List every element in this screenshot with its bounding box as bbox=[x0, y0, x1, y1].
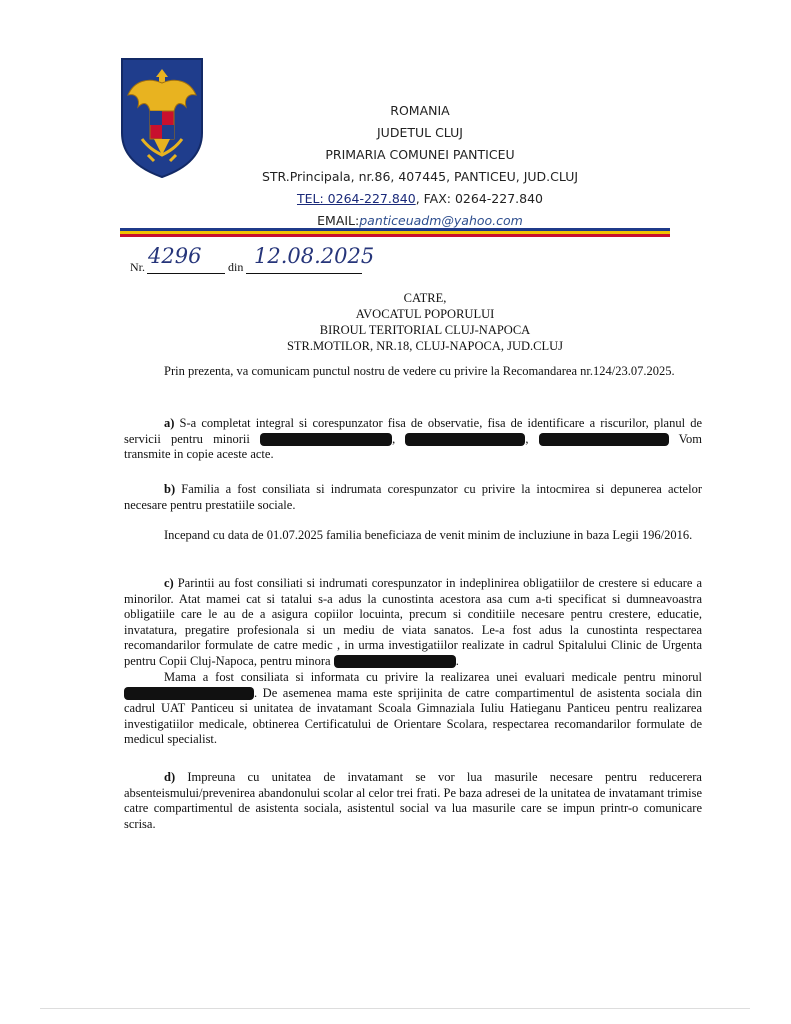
paragraph-d-label: d) bbox=[164, 770, 176, 784]
fax-number: , FAX: 0264-227.840 bbox=[415, 191, 543, 206]
redacted-name-3 bbox=[539, 433, 669, 446]
paragraph-a-text: S-a completat integral si corespunzator fisa de observatie, fisa de identificare a riscurilor, planul de servicii pentru minorii bbox=[124, 416, 702, 446]
paragraph-mama-text: Mama a fost consiliata si informata cu privire la realizarea unei evaluari medicale pentru minorul bbox=[164, 670, 702, 684]
paragraph-a-text-end: Vom transmite in copie aceste acte. bbox=[124, 431, 703, 461]
recipient-line-1: CATRE, bbox=[403, 291, 447, 305]
institution-name: PRIMARIA COMUNEI PANTICEU bbox=[325, 147, 515, 162]
email-address: panticeuadm@yahoo.com bbox=[359, 213, 523, 228]
paragraph-a: a) S-a completat integral si corespunzator fisa de observatie, fisa de identificare a riscurilor, planul de servicii pentru minorii , , Vom transmite in copie aceste acte. bbox=[124, 416, 703, 461]
recipient-line-3: BIROUL TERITORIAL CLUJ-NAPOCA bbox=[319, 323, 531, 337]
contact-phone-fax bbox=[240, 188, 600, 210]
registration-line bbox=[120, 246, 480, 280]
phone-number: TEL: 0264-227.840 bbox=[296, 191, 416, 206]
recipient-block bbox=[240, 290, 610, 354]
intro-paragraph: Prin prezenta, va comunicam punctul nostru de vedere cu privire la Recomandarea nr.124/23.07.2025. bbox=[164, 364, 675, 378]
letterhead bbox=[240, 100, 600, 232]
paragraph-b-label: b) bbox=[164, 482, 176, 496]
email-label: EMAIL: bbox=[317, 213, 360, 228]
paragraph-a-label: a) bbox=[164, 416, 175, 430]
county-name: JUDETUL CLUJ bbox=[377, 125, 463, 140]
paragraph-d bbox=[124, 770, 702, 832]
paragraph-venit: Incepand cu data de 01.07.2025 familia beneficiaza de venit minim de incluziune in baza Legii 196/2016. bbox=[164, 528, 693, 542]
redacted-name-4 bbox=[334, 655, 456, 668]
recipient-line-2: AVOCATUL POPORULUI bbox=[355, 307, 495, 321]
country-name: ROMANIA bbox=[390, 103, 450, 118]
paragraph-d-text: Impreuna cu unitatea de invatamant se vor lua masurile necesare pentru reducerera absenteismului/prevenirea abandonului scolar al celor trei frati. Pe baza adresei de la unitatea de invatamant trimise catre compartimentul de asistenta sociala, asistentul social va lua masurile care se impun printr-o comunicare scrisa. bbox=[124, 770, 702, 831]
coat-of-arms-icon bbox=[118, 55, 206, 181]
paragraph-c-text: Parintii au fost consiliati si indrumati corespunzator in indeplinirea obligatiilor de crestere si educare a minorilor. Atat mamei cat si tatalui s-a adus la cunostinta acestora asa cum a-ti specificat si dumneavoastra obligatiile care le au de a asigura copiilor locuinta, precum si conditiile necesare pentru crestere, educatie, invatatura, pregatire profesionala si un mediu de viata sanatos. Le-a fost adus la cunostinta respectarea recomandarilor formulate de catre medic , in urma investigatiilor realizate in cadrul Spitalului Clinic de Urgenta pentru Copii Cluj-Napoca, pentru minora bbox=[124, 576, 702, 668]
paragraph-b bbox=[124, 482, 702, 513]
date-underline bbox=[246, 273, 362, 274]
registration-number: 4296 bbox=[148, 244, 202, 268]
tricolor-divider bbox=[120, 228, 670, 240]
paragraph-mama-text-end: . De asemenea mama este sprijinita de catre compartimentul de asistenta sociala din cadrul UAT Panticeu si unitatea de invatamant Scoala Gimnaziala Iuliu Hatieganu Panticeu pentru realizarea investigatiilor medicale, obtinerea Certificatului de Orientare Scolara, respectarea recomandarilor formulate de medicul specialist. bbox=[124, 685, 702, 746]
registration-date: 12.08.2025 bbox=[254, 244, 375, 268]
page-bottom-edge bbox=[40, 1008, 750, 1009]
din-label: din bbox=[228, 260, 244, 274]
redacted-name-2 bbox=[405, 433, 525, 446]
paragraph-c-label: c) bbox=[164, 576, 174, 590]
paragraph-c: c) Parintii au fost consiliati si indrumati corespunzator in indeplinirea obligatiilor de crestere si educare a minorilor. Atat mamei cat si tatalui s-a adus la cunostinta acestora asa cum a-ti specificat si dumneavoastra obligatiile care le au de a asigura copiilor locuinta, precum si conditiile necesare pentru crestere, educatie, invatatura, pregatire profesionala si un mediu de viata sanatos. Le-a fost adus la cunostinta respectarea recomandarilor formulate de catre medic , in urma investigatiilor realizate in cadrul Spitalului Clinic de Urgenta pentru Copii Cluj-Napoca, pentru minora . bbox=[124, 576, 702, 668]
nr-underline bbox=[147, 273, 225, 274]
nr-label: Nr. bbox=[130, 260, 145, 274]
recipient-line-4: STR.MOTILOR, NR.18, CLUJ-NAPOCA, JUD.CLUJ bbox=[286, 339, 564, 353]
institution-address: STR.Principala, nr.86, 407445, PANTICEU, JUD.CLUJ bbox=[261, 169, 579, 184]
paragraph-b-text: Familia a fost consiliata si indrumata corespunzator cu privire la intocmirea si depunerea actelor necesare pentru prestatiile sociale. bbox=[124, 482, 702, 512]
redacted-name-1 bbox=[260, 433, 392, 446]
paragraph-mama bbox=[124, 670, 702, 748]
redacted-name-5 bbox=[124, 687, 254, 700]
